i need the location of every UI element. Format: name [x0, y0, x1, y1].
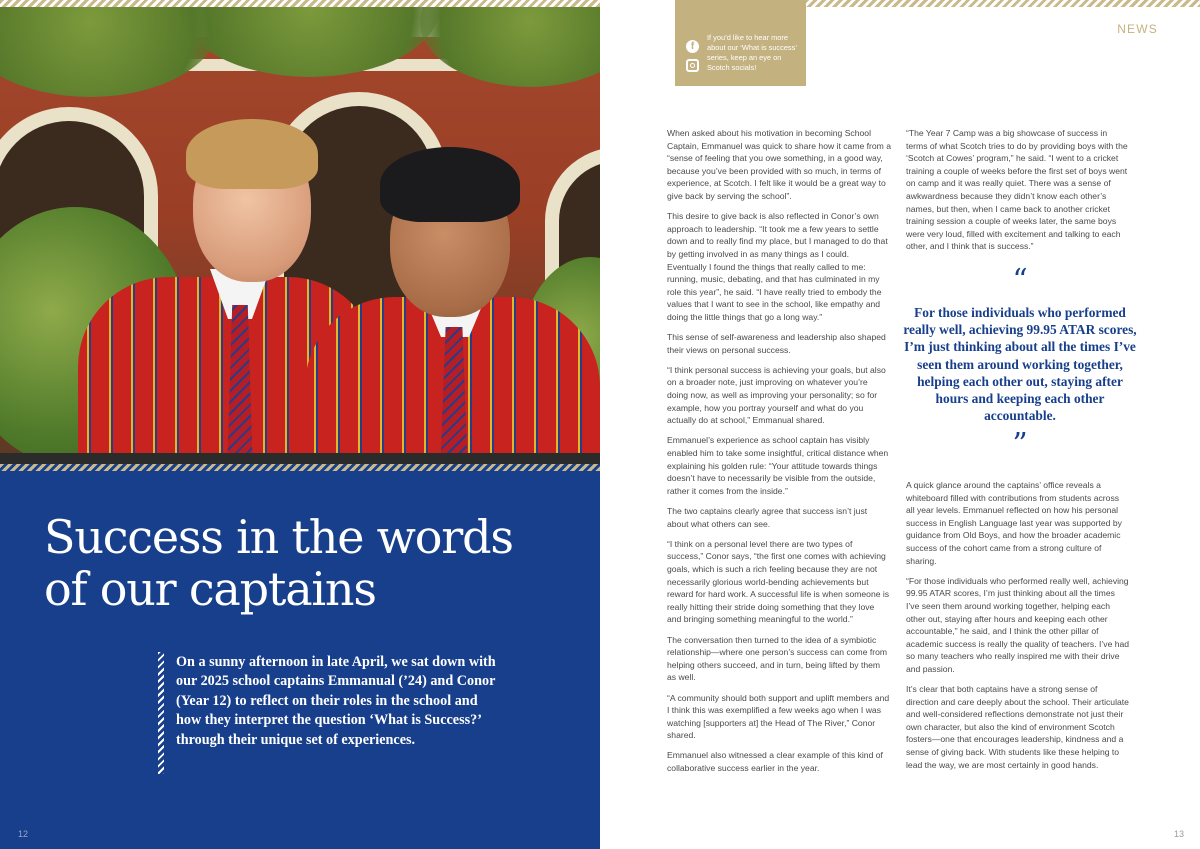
facebook-icon[interactable]: f: [686, 40, 699, 53]
intro-accent-bar: [158, 652, 164, 774]
instagram-icon[interactable]: [686, 59, 699, 72]
body-paragraph: “I think on a personal level there are two types of success,” Conor says, “the first one comes with achieving goals, which is such a rich feeling because they are not necessarily glorious world-bending achievements but reward for hard work. A successful life is when someone is really hitting their stride doing something that they love and bringing something meaningful to the world.”: [667, 538, 890, 625]
body-paragraph: “I think personal success is achieving your goals, but also on a broader note, just improving on whatever you’re doing now, as well as improving your personality; so for example, how you portray yourself and what do you actually do at school,” Emmanual shared.: [667, 364, 886, 426]
social-icons: [686, 40, 700, 72]
body-paragraph: The conversation then turned to the idea of a symbiotic relationship—where one person’s success can come from helping others succeed, and in turn, being lifted by them as well.: [667, 634, 888, 683]
pull-quote: For those individuals who performed really well, achieving 99.95 ATAR scores, I’m just thinking about all the times I’ve seen them around working together, helping each other out, staying after hours and keeping each other accountable.: [903, 305, 1137, 424]
social-callout-text: If you’d like to hear more about our ‘What is success’ series, keep an eye on Scotch socials!: [707, 33, 797, 72]
article-intro: On a sunny afternoon in late April, we sat down with our 2025 school captains Emmanual (’24) and Conor (Year 12) to reflect on their roles in the school and how they interpret the question ‘What is Success?’ through their unique set of experiences.: [176, 654, 496, 748]
article-column-2-bottom: [906, 479, 1130, 779]
body-paragraph: A quick glance around the captains’ office reveals a whiteboard filled with contributions from students across all year levels. Emmanuel reflected on how his personal success in English Language last year was supported by guidance from Old Boys, and how the broader academic success of the cohort came from a strong culture of sharing.: [906, 480, 1122, 566]
body-paragraph: “For those individuals who performed really well, achieving 99.95 ATAR scores, I’m just thinking about all the times I’ve seen them around working together, helping each other out, staying after hours and keeping each other accountable,” he said, and I think the other pillar of academic success is really the quality of teachers. I’ve had so many teachers who really inspired me with their drive and passion.: [906, 575, 1130, 674]
article-title-line: Success in the words: [44, 510, 513, 564]
captains-photo: [0, 7, 600, 468]
body-paragraph: “A community should both support and uplift members and I think this was exemplified a few weeks ago when I was watching [supporters at] the Head of The River,” Conor shared.: [667, 692, 890, 741]
decorative-top-stripe: [805, 0, 1200, 7]
body-paragraph: Emmanuel’s experience as school captain has visibly enabled him to take some insightful, critical distance when explaining his golden rule: “Your attitude towards things doesn’t have to necessarily be visible from the outside, rather it comes from the inside.”: [667, 435, 889, 496]
body-paragraph: When asked about his motivation in becoming School Captain, Emmanuel was quick to share how it came from a “sense of feeling that you owe something, in a good way, because you’ve been provided with so much, in terms of experience, at Scotch. I felt like it would be a great way to give back by serving the school”.: [667, 128, 892, 201]
article-title-line: of our captains: [44, 562, 376, 616]
photo-tree: [420, 7, 600, 87]
body-paragraph: “The Year 7 Camp was a big showcase of success in terms of what Scotch tries to do by providing boys with the ‘Scotch at Cowes’ program,” he said. “I went to a cricket training a couple of weeks before the first set of boys went on camp and it was really quiet. There was a sense of awkwardness because they didn’t know each other’s names, but then, when I came back to another cricket training session a couple of weeks later, the same boys were very loud, filled with excitement and talking to each other, and I think that is success.”: [906, 128, 1128, 252]
body-paragraph: This sense of self-awareness and leadership also shaped their views on personal success.: [667, 332, 886, 355]
right-page: [600, 0, 1200, 849]
open-quote-mark: “: [1012, 263, 1028, 298]
body-paragraph: It’s clear that both captains have a strong sense of direction and care deeply about the school. Their articulate and well-considered reflections demonstrate not just their own character, but also the kind of environment Scotch fosters—one that encourages leadership, kindness and a sense of giving back. With students like these helping to lead the way, we are most certainly in good hands.: [906, 684, 1129, 770]
section-tag: NEWS: [1117, 22, 1158, 36]
body-paragraph: Emmanuel also witnessed a clear example of this kind of collaborative success earlier in the year.: [667, 750, 883, 774]
body-paragraph: This desire to give back is also reflected in Conor’s own approach to leadership. “It took me a few years to settle down and to really find my place, but I managed to do that by getting involved in as many things as I could. Eventually I found the things that really called to me: running, music, debating, and that has culminated in my role this year”, he said. “I have really tried to embody the values that I want to see in the school, like empathy and doing the little things that go a long way.”: [667, 211, 888, 322]
student-hair: [186, 119, 318, 189]
article-column-2-top: [906, 127, 1130, 261]
close-quote-mark: ”: [1012, 427, 1028, 463]
pull-quote-block: [900, 263, 1140, 463]
article-column-1: [667, 127, 891, 782]
article-title: [44, 511, 584, 615]
student-hair: [380, 147, 520, 222]
decorative-top-stripe: [0, 0, 600, 7]
social-callout: [675, 0, 806, 86]
page-number: 12: [18, 829, 29, 839]
body-paragraph: The two captains clearly agree that success isn’t just about what others can see.: [667, 506, 868, 529]
page-number: 13: [1173, 829, 1184, 839]
decorative-photo-stripe: [0, 464, 600, 471]
